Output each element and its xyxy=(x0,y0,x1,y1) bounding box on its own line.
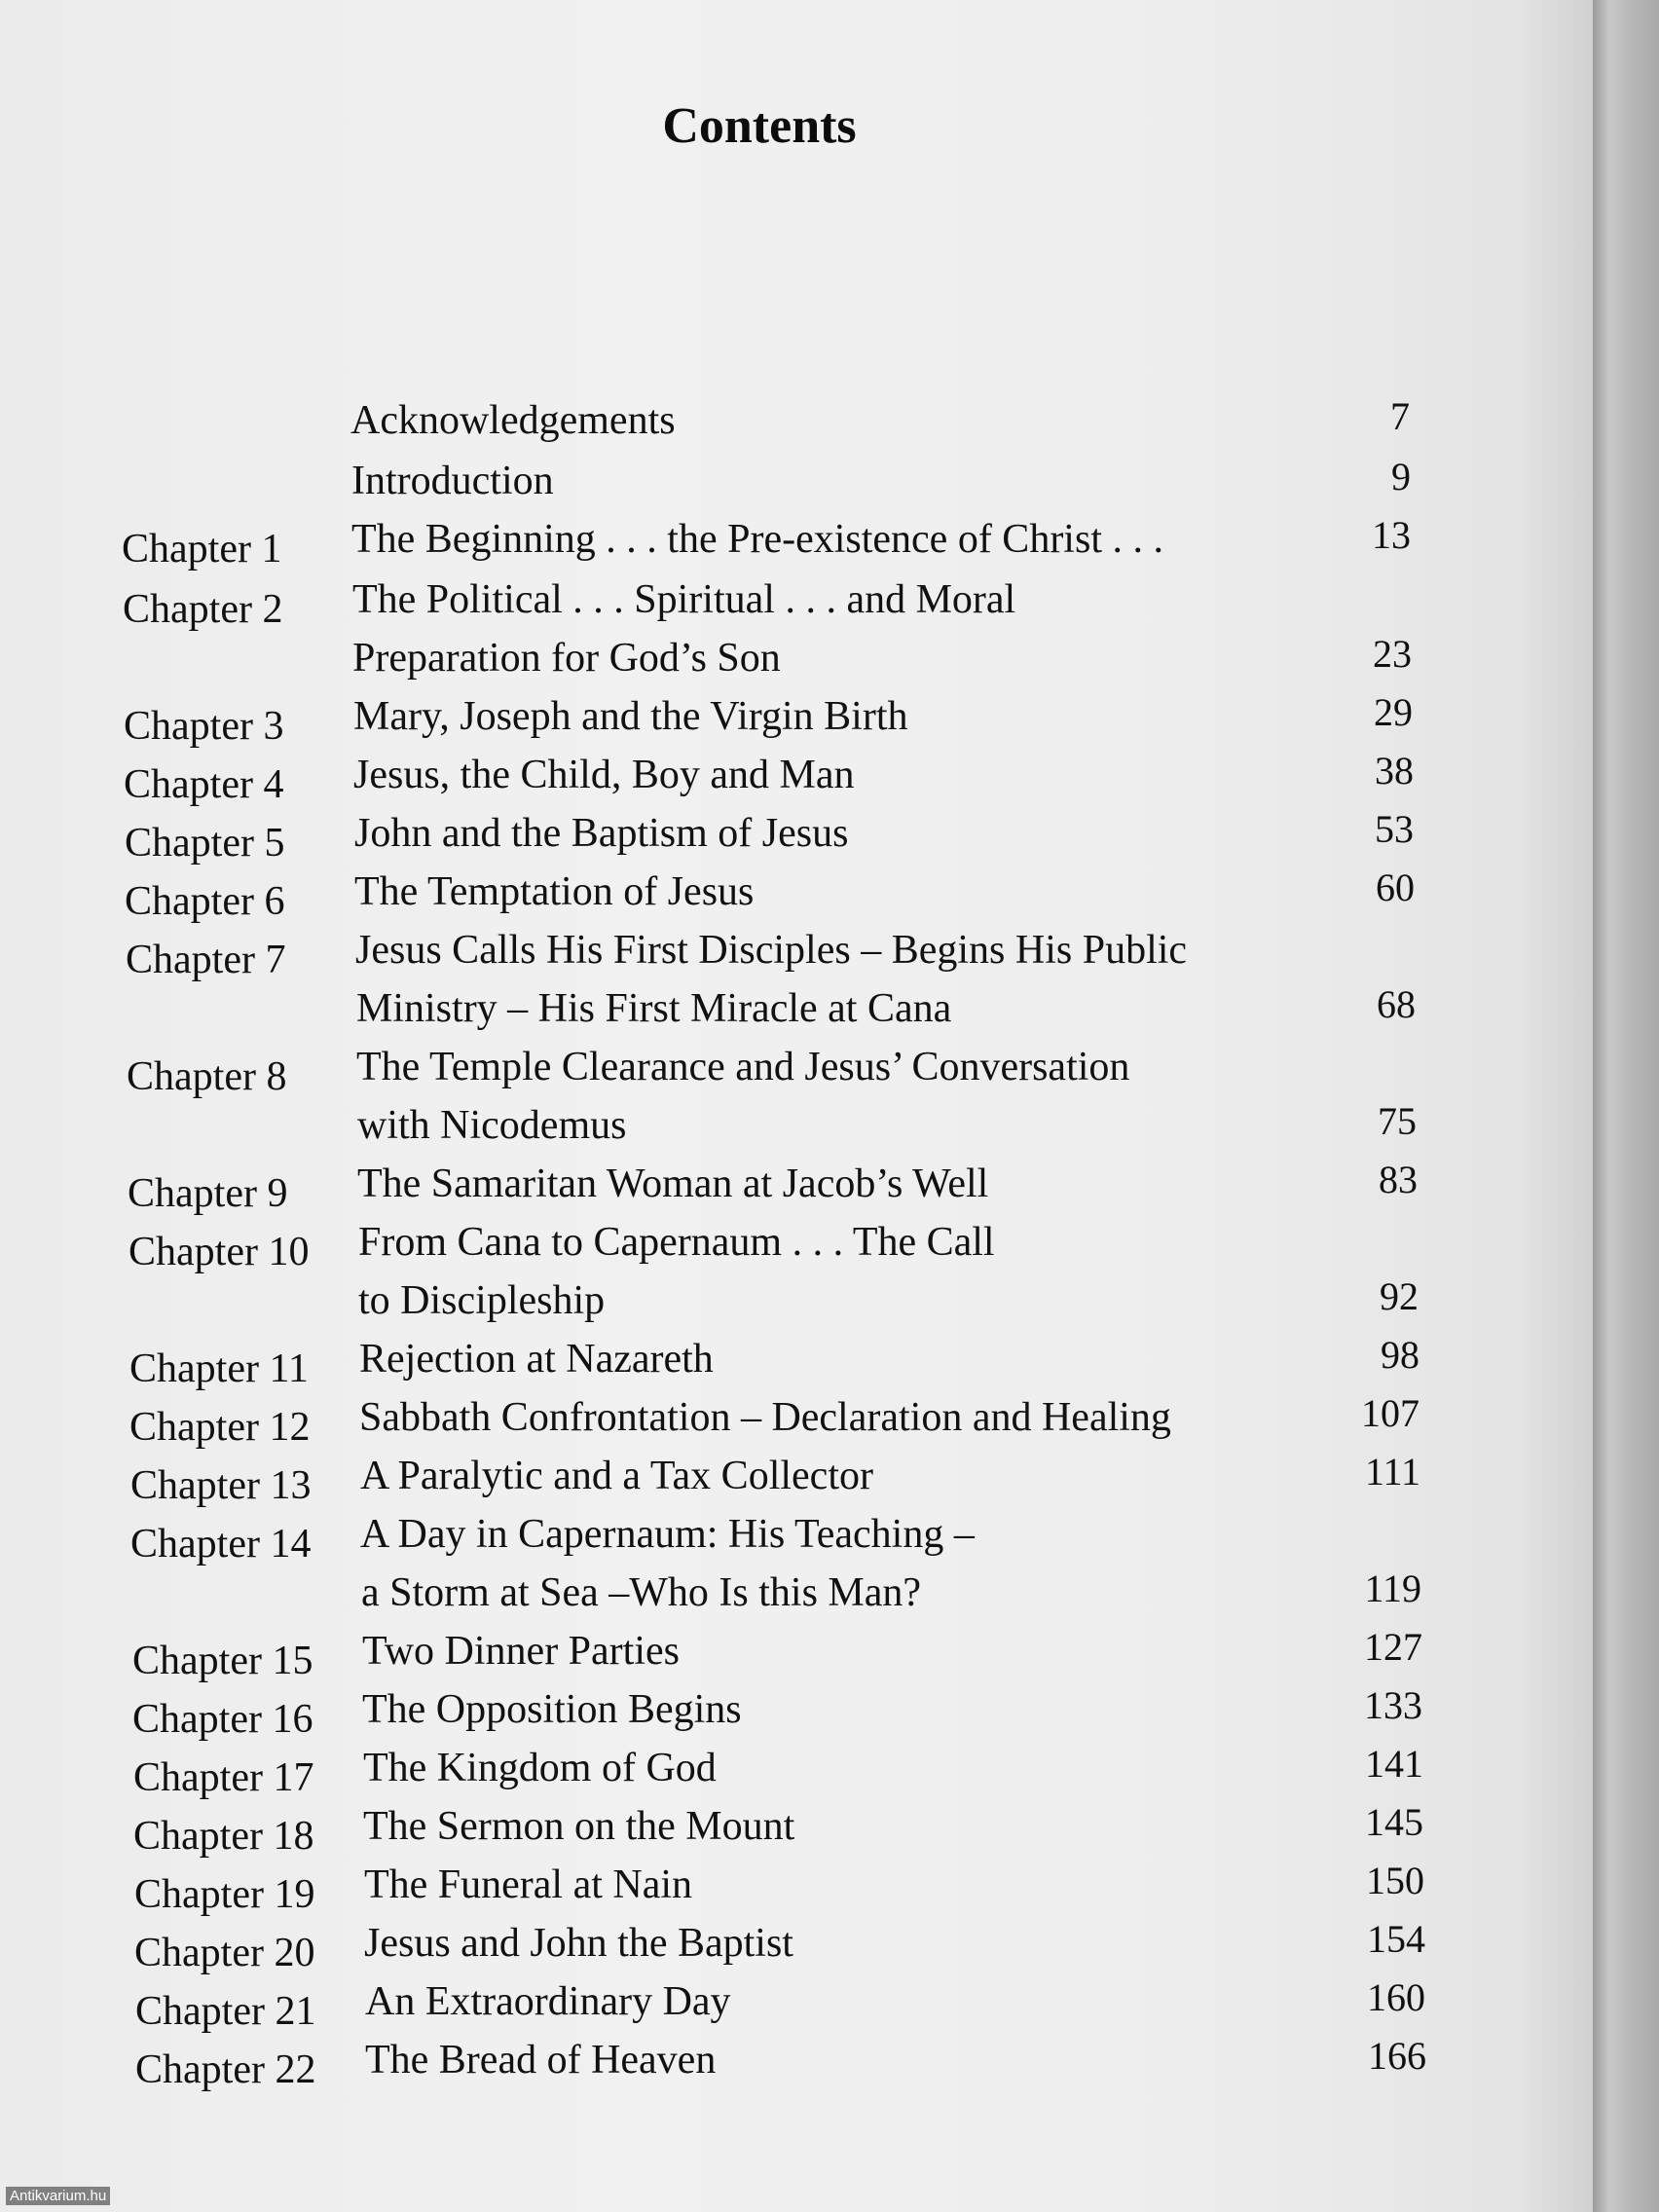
chapter-title: The Sermon on the Mount xyxy=(363,1804,795,1849)
chapter-number: Chapter 19 xyxy=(134,1872,315,1917)
page-number: 98 xyxy=(1381,1333,1419,1377)
chapter-title: A Paralytic and a Tax Collector xyxy=(360,1454,873,1498)
chapter-number: Chapter 18 xyxy=(133,1814,314,1859)
page-edge xyxy=(1593,0,1659,2212)
chapter-title: The Bread of Heaven xyxy=(365,2038,717,2083)
chapter-title: to Discipleship xyxy=(358,1278,606,1323)
page-number: 92 xyxy=(1380,1274,1419,1318)
chapter-number: Chapter 12 xyxy=(129,1405,311,1450)
chapter-number: Chapter 3 xyxy=(124,704,284,749)
page-number: 141 xyxy=(1365,1742,1423,1786)
page-number: 7 xyxy=(1390,394,1410,438)
page-number: 53 xyxy=(1375,807,1414,851)
chapter-number: Chapter 20 xyxy=(134,1931,315,1975)
chapter-number: Chapter 4 xyxy=(124,762,284,807)
page-title: Contents xyxy=(662,98,857,154)
page-number: 133 xyxy=(1364,1683,1422,1727)
chapter-title: Rejection at Nazareth xyxy=(359,1337,714,1382)
page-number: 13 xyxy=(1372,513,1411,557)
chapter-number: Chapter 1 xyxy=(122,527,282,571)
chapter-title: Mary, Joseph and the Virgin Birth xyxy=(353,694,908,739)
chapter-title: An Extraordinary Day xyxy=(365,1979,731,2024)
chapter-number: Chapter 5 xyxy=(125,821,285,866)
chapter-title: The Funeral at Nain xyxy=(364,1862,693,1907)
chapter-number: Chapter 16 xyxy=(132,1697,313,1742)
chapter-title: Preparation for God’s Son xyxy=(352,636,781,681)
chapter-number: Chapter 15 xyxy=(132,1639,313,1683)
page-number: 127 xyxy=(1364,1625,1422,1669)
page-number: 75 xyxy=(1378,1099,1417,1143)
page-number: 145 xyxy=(1365,1800,1423,1844)
page-number: 83 xyxy=(1379,1158,1418,1201)
chapter-title: The Temptation of Jesus xyxy=(354,869,755,914)
page-number: 166 xyxy=(1368,2034,1426,2078)
chapter-title: The Beginning . . . the Pre-existence of Christ . . . xyxy=(351,517,1163,562)
chapter-number: Chapter 7 xyxy=(126,938,286,982)
chapter-title: Jesus and John the Baptist xyxy=(364,1921,793,1966)
chapter-number: Chapter 9 xyxy=(128,1171,288,1216)
page-number: 23 xyxy=(1373,632,1412,676)
chapter-title: Jesus, the Child, Boy and Man xyxy=(353,753,855,797)
chapter-title: with Nicodemus xyxy=(357,1103,627,1148)
chapter-title: Two Dinner Parties xyxy=(362,1629,680,1674)
page-number: 111 xyxy=(1364,1450,1420,1493)
chapter-title: The Kingdom of God xyxy=(363,1746,717,1790)
chapter-title: The Samaritan Woman at Jacob’s Well xyxy=(357,1161,989,1206)
chapter-title: Acknowledgements xyxy=(350,398,676,443)
chapter-number: Chapter 22 xyxy=(135,2047,316,2092)
chapter-number: Chapter 2 xyxy=(123,587,283,632)
page-number: 107 xyxy=(1361,1391,1419,1435)
chapter-number: Chapter 11 xyxy=(129,1346,309,1391)
page-number: 38 xyxy=(1375,749,1414,793)
chapter-title: Ministry – His First Miracle at Cana xyxy=(356,986,952,1031)
chapter-title: From Cana to Capernaum . . . The Call xyxy=(358,1220,995,1265)
watermark-text: Antikvarium.hu xyxy=(6,2187,110,2205)
chapter-title: The Political . . . Spiritual . . . and Moral xyxy=(352,577,1016,622)
page-number: 119 xyxy=(1364,1567,1421,1610)
chapter-title: The Opposition Begins xyxy=(362,1687,742,1732)
page-number: 68 xyxy=(1377,982,1416,1026)
chapter-title: The Temple Clearance and Jesus’ Conversation xyxy=(356,1045,1130,1089)
chapter-number: Chapter 14 xyxy=(130,1522,312,1567)
chapter-number: Chapter 21 xyxy=(135,1989,316,2034)
chapter-title: Introduction xyxy=(351,459,554,503)
page-number: 150 xyxy=(1366,1859,1424,1902)
page-number: 60 xyxy=(1376,866,1415,909)
chapter-title: John and the Baptism of Jesus xyxy=(354,811,849,856)
page-number: 154 xyxy=(1367,1917,1425,1961)
page-number: 29 xyxy=(1374,690,1413,734)
chapter-number: Chapter 10 xyxy=(129,1230,310,1274)
chapter-number: Chapter 8 xyxy=(127,1054,287,1099)
chapter-number: Chapter 6 xyxy=(125,879,285,924)
page-number: 9 xyxy=(1391,455,1411,498)
chapter-title: a Storm at Sea –Who Is this Man? xyxy=(361,1570,922,1615)
chapter-number: Chapter 17 xyxy=(133,1755,314,1800)
page-number: 160 xyxy=(1367,1975,1425,2019)
chapter-title: A Day in Capernaum: His Teaching – xyxy=(360,1512,975,1557)
chapter-title: Sabbath Confrontation – Declaration and Healing xyxy=(359,1395,1171,1440)
chapter-title: Jesus Calls His First Disciples – Begins His Public xyxy=(355,928,1188,973)
chapter-number: Chapter 13 xyxy=(130,1463,312,1508)
